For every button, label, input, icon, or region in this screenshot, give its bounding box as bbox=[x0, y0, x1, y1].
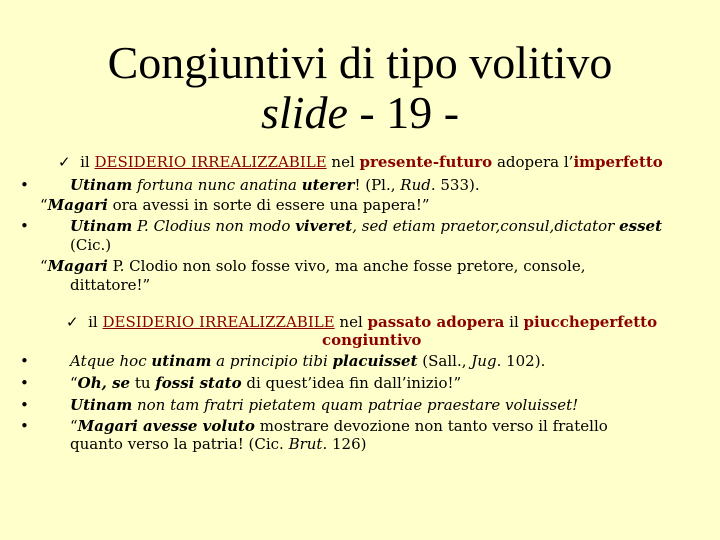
example-2-translation-cont: dittatore!” bbox=[70, 276, 151, 294]
title-slide-word: slide bbox=[260, 87, 348, 138]
example-3-translation: “Oh, se tu fossi stato di quest’idea fin dall’inizio!” bbox=[70, 374, 462, 392]
title-line-2 bbox=[0, 88, 720, 138]
checkmark-icon: ✓ bbox=[58, 153, 71, 171]
example-2-source: (Cic.) bbox=[70, 236, 112, 254]
example-1-latin: Utinam fortuna nunc anatina uterer! (Pl., Rud. 533). bbox=[70, 176, 480, 194]
section2-heading: ✓ il DESIDERIO IRREALIZZABILE nel passato adopera il piuccheperfetto bbox=[66, 313, 658, 331]
example-4-translation-cont: quanto verso la patria! (Cic. Brut. 126) bbox=[70, 435, 367, 453]
bullet-icon: • bbox=[20, 374, 29, 392]
desire-label: DESIDERIO IRREALIZZABILE bbox=[102, 313, 335, 331]
checkmark-icon: ✓ bbox=[66, 313, 79, 331]
example-4-latin: Utinam non tam fratri pietatem quam patriae praestare voluisset! bbox=[70, 396, 579, 414]
bullet-icon: • bbox=[20, 217, 29, 235]
example-1-translation: “Magari ora avessi in sorte di essere una papera!” bbox=[40, 196, 430, 214]
title-line-1: Congiuntivi di tipo volitivo bbox=[107, 37, 613, 88]
desire-label: DESIDERIO IRREALIZZABILE bbox=[94, 153, 327, 171]
bullet-icon: • bbox=[20, 176, 29, 194]
example-4-translation: “Magari avesse voluto mostrare devozione non tanto verso il fratello bbox=[70, 417, 608, 435]
section1-heading: ✓ il DESIDERIO IRREALIZZABILE nel presente-futuro adopera l’imperfetto bbox=[58, 153, 663, 171]
example-2-latin: Utinam P. Clodius non modo viveret, sed etiam praetor,consul,dictator esset bbox=[70, 217, 662, 235]
title-slide-number: - 19 - bbox=[347, 87, 460, 138]
slide-title bbox=[0, 38, 720, 138]
bullet-icon: • bbox=[20, 396, 29, 414]
example-2-translation: “Magari P. Clodio non solo fosse vivo, ma anche fosse pretore, console, bbox=[40, 257, 586, 275]
bullet-icon: • bbox=[20, 352, 29, 370]
section2-heading-cont: congiuntivo bbox=[322, 331, 422, 349]
example-3-latin: Atque hoc utinam a principio tibi placuisset (Sall., Jug. 102). bbox=[70, 352, 546, 370]
bullet-icon: • bbox=[20, 417, 29, 435]
